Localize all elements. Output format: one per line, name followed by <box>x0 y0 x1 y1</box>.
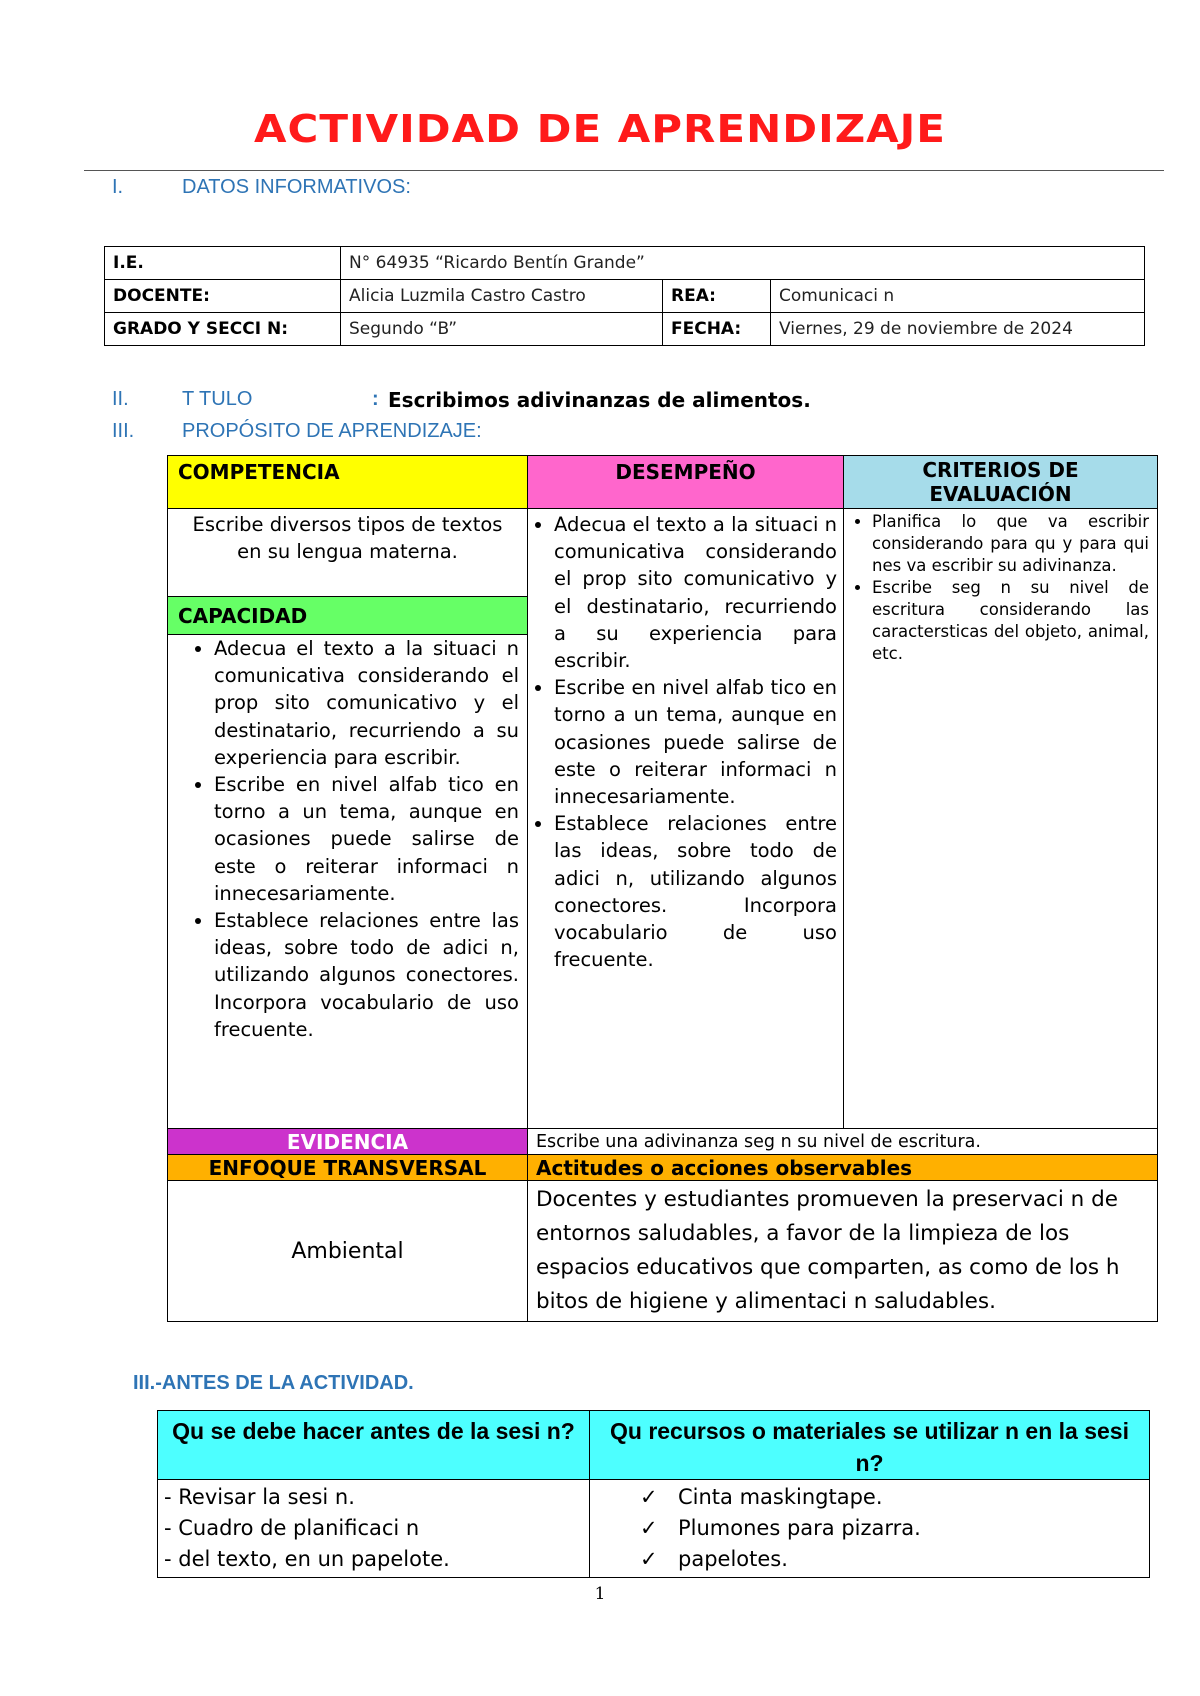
actitudes-header: Actitudes o acciones observables <box>528 1155 1158 1181</box>
criterios-list <box>844 511 1149 665</box>
evidencia-header: EVIDENCIA <box>168 1129 528 1155</box>
rea-value: Comunicaci n <box>771 280 1145 313</box>
section-label: III.-ANTES DE LA ACTIVIDAD. <box>133 1372 414 1394</box>
list-item: ✓ Cinta maskingtape. <box>640 1482 1143 1513</box>
page-title: ACTIVIDAD DE APRENDIZAJE <box>253 105 946 152</box>
capacidad-cell <box>168 635 528 1129</box>
section-number: II. <box>112 388 129 410</box>
check-icon: ✓ <box>640 1485 658 1509</box>
title-divider <box>84 170 1164 171</box>
evidencia-text: Escribe una adivinanza seg n su nivel de escritura. <box>528 1129 1158 1155</box>
grado-value: Segundo “B” <box>341 313 663 346</box>
list-item: ✓ papelotes. <box>640 1544 1143 1575</box>
section-number: III. <box>112 420 135 442</box>
criterios-cell <box>844 509 1158 1129</box>
competencia-text: Escribe diversos tipos de textos en su lengua materna. <box>168 509 528 597</box>
check-icon: ✓ <box>640 1547 658 1571</box>
capacidad-list <box>168 635 519 1043</box>
section-datos-informativos <box>112 176 712 202</box>
titulo-value: Escribimos adivinanzas de alimentos. <box>388 388 811 412</box>
competencia-header: COMPETENCIA <box>168 456 528 509</box>
desempeno-cell <box>528 509 844 1129</box>
section-antes <box>133 1372 833 1398</box>
docente-value: Alicia Luzmila Castro Castro <box>341 280 663 313</box>
section-number: I. <box>112 176 124 198</box>
list-item: ✓ Plumones para pizarra. <box>640 1513 1143 1544</box>
section-label: T TULO <box>182 388 253 410</box>
antes-col2-cell <box>590 1480 1150 1578</box>
enfoque-header: ENFOQUE TRANSVERSAL <box>168 1155 528 1181</box>
ie-value: N° 64935 “Ricardo Bentín Grande” <box>341 247 1145 280</box>
rea-label: REA: <box>663 280 771 313</box>
docente-label: DOCENTE: <box>105 280 341 313</box>
antes-col2-header: Qu recursos o materiales se utilizar n en la sesi n? <box>590 1411 1150 1480</box>
section-titulo <box>112 388 1112 414</box>
list-item: • Escribe en nivel alfab tico en torno a un tema, aunque en ocasiones puede salirse de este o reiterar informaci n innecesariamente. <box>214 771 519 907</box>
desempeno-header: DESEMPEÑO <box>528 456 844 509</box>
section-label: PROPÓSITO DE APRENDIZAJE: <box>182 420 482 442</box>
list-item: • Establece relaciones entre las ideas, sobre todo de adici n, utilizando algunos conectores. Incorpora vocabulario de uso frecuente. <box>554 810 837 973</box>
fecha-value: Viernes, 29 de noviembre de 2024 <box>771 313 1145 346</box>
desempeno-list <box>528 511 837 973</box>
list-item: • Adecua el texto a la situaci n comunicativa considerando el prop sito comunicativo y el destinatario, recurriendo a su experiencia para escribir. <box>554 511 837 674</box>
capacidad-header: CAPACIDAD <box>168 597 528 635</box>
fecha-label: FECHA: <box>663 313 771 346</box>
section-proposito <box>112 420 812 446</box>
list-item: - del texto, en un papelote. <box>164 1547 450 1571</box>
page-number: 1 <box>594 1584 606 1604</box>
list-item: • Escribe en nivel alfab tico en torno a un tema, aunque en ocasiones puede salirse de este o reiterar informaci n innecesariamente. <box>554 674 837 810</box>
enfoque-value: Ambiental <box>168 1181 528 1322</box>
ie-label: I.E. <box>105 247 341 280</box>
list-item: • Planifica lo que va escribir considerando para qu y para qui nes va escribir su adivinanza. <box>872 511 1149 577</box>
list-item: • Establece relaciones entre las ideas, sobre todo de adici n, utilizando algunos conectores. Incorpora vocabulario de uso frecuente. <box>214 907 519 1043</box>
list-item: - Cuadro de planificaci n <box>164 1516 420 1540</box>
antes-table <box>157 1410 1150 1578</box>
list-item: • Escribe seg n su nivel de escritura considerando las caractersticas del objeto, animal, etc. <box>872 577 1149 665</box>
section-label: DATOS INFORMATIVOS: <box>182 176 411 198</box>
check-icon: ✓ <box>640 1516 658 1540</box>
proposito-table <box>167 455 1158 1322</box>
antes-col1-header: Qu se debe hacer antes de la sesi n? <box>158 1411 590 1480</box>
criterios-header: CRITERIOS DE EVALUACIÓN <box>844 456 1158 509</box>
antes-col1-cell <box>158 1480 590 1578</box>
list-item: - Revisar la sesi n. <box>164 1485 355 1509</box>
actitudes-text: Docentes y estudiantes promueven la preservaci n de entornos saludables, a favor de la limpieza de los espacios educativos que comparten, as como de los h bitos de higiene y alimentaci n saludables. <box>528 1181 1158 1322</box>
grado-label: GRADO Y SECCI N: <box>105 313 341 346</box>
list-item: • Adecua el texto a la situaci n comunicativa considerando el prop sito comunicativo y el destinatario, recurriendo a su experiencia para escribir. <box>214 635 519 771</box>
titulo-colon: : <box>372 388 379 410</box>
materials-list <box>596 1482 1143 1575</box>
info-table <box>104 246 1145 346</box>
